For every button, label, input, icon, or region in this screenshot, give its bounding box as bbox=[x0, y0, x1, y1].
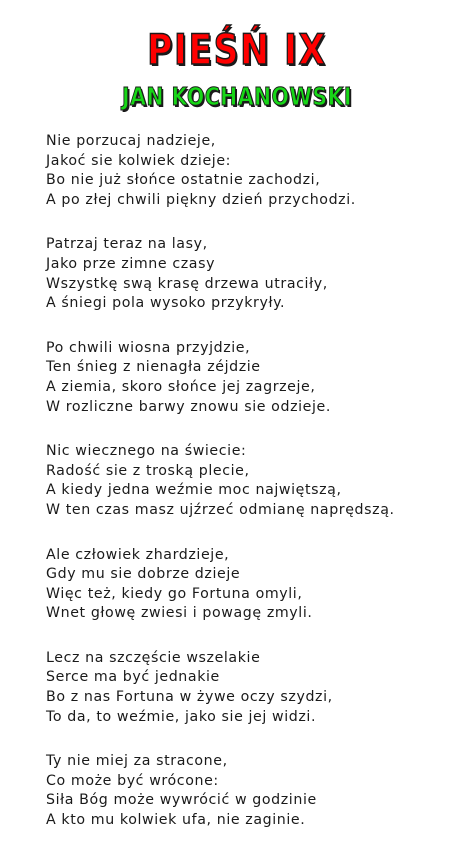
stanza-1 bbox=[46, 132, 466, 210]
poem-line: Nie porzucaj nadzieje, bbox=[46, 133, 216, 149]
poem-line: A po złej chwili piękny dzień przychodzi. bbox=[46, 191, 356, 208]
poem-line: A kto mu kolwiek ufa, nie zaginie. bbox=[46, 812, 306, 829]
stanza-5 bbox=[46, 546, 466, 624]
poem-line: W rozliczne barwy znowu sie odzieje. bbox=[46, 398, 331, 415]
poem-line: A ziemia, skoro słońce jej zagrzeje, bbox=[46, 378, 316, 395]
poem-line: A kiedy jedna weźmie moc najwiętszą, bbox=[46, 482, 342, 499]
poem-line: Bo nie już słońce ostatnie zachodzi, bbox=[46, 172, 321, 189]
poem-line: Gdy mu sie dobrze dzieje bbox=[46, 566, 241, 583]
poem-line: W ten czas masz ujźrzeć odmianę naprędszą. bbox=[46, 501, 395, 518]
stanza-4 bbox=[46, 442, 466, 520]
poem-line: A śniegi pola wysoko przykryły. bbox=[46, 295, 286, 312]
poem-line: Siła Bóg może wywrócić w godzinie bbox=[46, 792, 317, 809]
poem-line: Po chwili wiosna przyjdzie, bbox=[46, 339, 251, 356]
poem-line: Patrzaj teraz na lasy, bbox=[46, 236, 208, 253]
poem-line: Co może być wrócone: bbox=[46, 772, 219, 789]
stanza-7 bbox=[46, 752, 466, 830]
poem-line: Serce ma być jednakie bbox=[46, 669, 220, 686]
poem-author: JAN KOCHANOWSKI bbox=[122, 82, 352, 111]
poem-line: Ale człowiek zhardzieje, bbox=[46, 546, 230, 563]
stanza-6 bbox=[46, 649, 466, 727]
poem-line: Więc też, kiedy go Fortuna omyli, bbox=[46, 585, 303, 602]
poem-line: Bo z nas Fortuna w żywe oczy szydzi, bbox=[46, 689, 333, 706]
poem-line: Wnet głowę zwiesi i powagę zmyli. bbox=[46, 605, 313, 622]
poem-line: Jakoć sie kolwiek dzieje: bbox=[46, 152, 232, 169]
poem-line: Ten śnieg z nienagła zéjdzie bbox=[46, 359, 261, 376]
poem-line: Nic wiecznego na świecie: bbox=[46, 443, 247, 460]
poem-title: PIEŚŃ IX bbox=[147, 25, 327, 74]
poem-line: To da, to weźmie, jako sie jej widzi. bbox=[46, 708, 317, 725]
poem-line: Ty nie miej za stracone, bbox=[46, 753, 228, 770]
poem-line: Jako prze zimne czasy bbox=[46, 255, 216, 272]
stanza-3 bbox=[46, 339, 466, 417]
stanza-2 bbox=[46, 235, 466, 313]
poem-body bbox=[46, 132, 466, 856]
poem-line: Lecz na szczęście wszelakie bbox=[46, 649, 261, 666]
poem-line: Wszystkę swą krasę drzewa utraciły, bbox=[46, 275, 328, 292]
poem-line: Radość sie z troską plecie, bbox=[46, 462, 250, 479]
